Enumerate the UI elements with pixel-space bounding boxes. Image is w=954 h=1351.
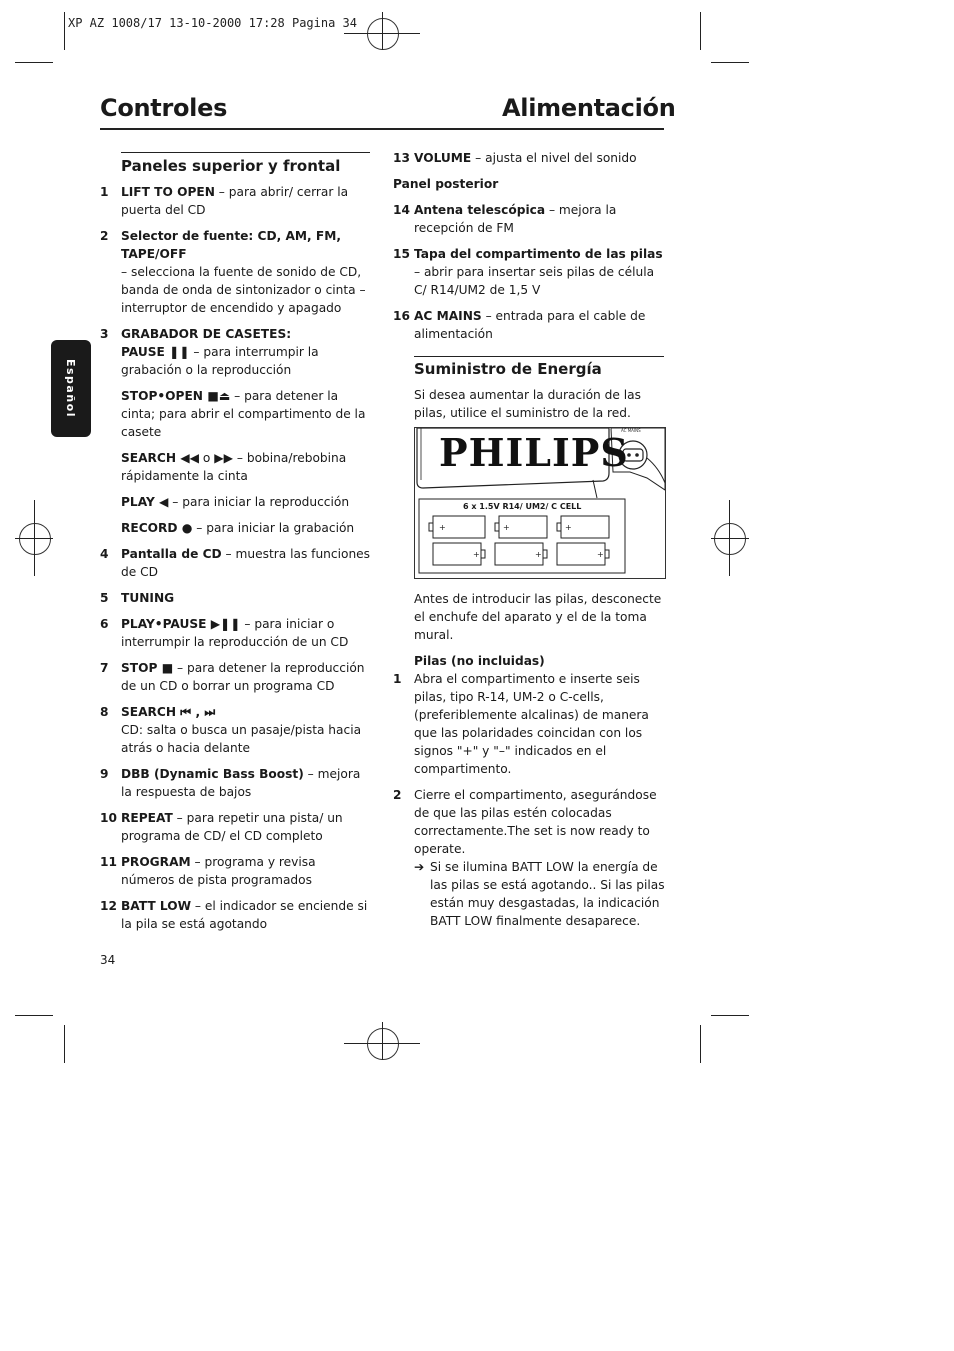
list-item: 14 Antena telescópica – mejora la recepción de FM <box>393 203 617 235</box>
crop-mark <box>711 1015 749 1016</box>
list-item: 7 STOP ■ – para detener la reproducción de un CD o borrar un programa CD <box>100 661 365 693</box>
battery-compartment-illustration <box>414 427 666 579</box>
svg-text:+: + <box>503 523 510 532</box>
crop-mark <box>15 1015 53 1016</box>
crop-mark <box>64 12 65 50</box>
svg-text:+: + <box>597 550 604 559</box>
list-item: 1 Abra el compartimento e inserte seis pilas, tipo R-14, UM-2 o C-cells, (preferiblemente alcalinas) de manera que las polaridades coincidan con los signos "+" y "–" indicados en el compartimento. <box>393 672 649 776</box>
list-item: 8 SEARCH ⏮ , ⏭ CD: salta o busca un pasaje/pista hacia atrás o hacia delante <box>100 705 362 755</box>
section-heading: Paneles superior y frontal <box>121 157 341 175</box>
section-rule <box>414 356 664 357</box>
list-item: SEARCH ◀◀ o ▶▶ – bobina/rebobina rápidamente la cinta <box>121 451 347 483</box>
page-number: 34 <box>100 953 116 967</box>
list-item: STOP•OPEN ■⏏ – para detener la cinta; para abrir el compartimento de la casete <box>121 389 366 439</box>
note: ➔ Si se ilumina BATT LOW la energía de las pilas se está agotando.. Si las pilas están muy desgastadas, la indicación BATT LOW finalmente desaparece. <box>414 860 665 928</box>
svg-text:+: + <box>473 550 480 559</box>
title-rule <box>100 128 664 130</box>
list-item: PLAY ◀ – para iniciar la reproducción <box>121 495 350 509</box>
list-item: 1 LIFT TO OPEN – para abrir/ cerrar la puerta del CD <box>100 185 349 217</box>
section-heading: Suministro de Energía <box>414 360 602 378</box>
right-column-top <box>393 149 665 351</box>
crop-mark <box>700 12 701 50</box>
list-item: 16 AC MAINS – entrada para el cable de alimentación <box>393 309 646 341</box>
svg-text:+: + <box>535 550 542 559</box>
list-item: 13 VOLUME – ajusta el nivel del sonido <box>393 151 637 165</box>
list-item: 3 GRABADOR DE CASETES: PAUSE ❚❚ – para interrumpir la grabación o la reproducción <box>100 327 319 377</box>
battery-label: 6 x 1.5V R14/ UM2/ C CELL <box>463 502 582 511</box>
page-title-right: Alimentación <box>502 94 676 122</box>
socket-label: AC MAINS <box>621 428 641 433</box>
crop-mark <box>711 62 749 63</box>
list-item: 2 Cierre el compartimento, asegurándose de que las pilas estén colocadas correctamente.The set is now ready to operate. <box>393 788 657 856</box>
list-item: 15 Tapa del compartimento de las pilas – abrir para insertar seis pilas de célula C/ R14/UM2 de 1,5 V <box>393 247 663 297</box>
list-item: 6 PLAY•PAUSE ▶❚❚ – para iniciar o interrumpir la reproducción de un CD <box>100 617 349 649</box>
list-item: RECORD ● – para iniciar la grabación <box>121 521 355 535</box>
crop-mark <box>64 1025 65 1063</box>
svg-text:+: + <box>439 523 446 532</box>
list-item: 5 TUNING <box>100 591 175 605</box>
arrow-right-icon: ➔ <box>414 860 425 874</box>
power-instructions: Antes de introducir las pilas, desconecte el enchufe del aparato y el de la toma mural. Pilas (no incluidas) 1 Abra el compartimento e inserte seis pilas, tipo R-14, UM-2 o C-cells, (preferiblemente alcalinas) de manera que las polaridades coincidan con los signos "+" y "–" indicados en el compartimento. 2 Cierre el compartimento, asegurándose de que las pilas estén colocadas correctamente.The set is now ready to operate. ➔ Si se ilumina BATT LOW la energía de las pilas se está agotando.. Si las pilas están muy desgastadas, la indicación BATT LOW finalmente desaparece. <box>393 592 665 928</box>
list-item: 10 REPEAT – para repetir una pista/ un programa de CD/ el CD completo <box>100 811 343 843</box>
crop-mark <box>700 1025 701 1063</box>
section-rule <box>121 152 370 153</box>
list-item: 11 PROGRAM – programa y revisa números de pista programados <box>100 855 316 887</box>
brand-logo: PHILIPS <box>439 430 629 475</box>
list-item: 4 Pantalla de CD – muestra las funciones de CD <box>100 547 371 579</box>
crop-mark <box>15 62 53 63</box>
list-item: 2 Selector de fuente: CD, AM, FM, TAPE/OFF – selecciona la fuente de sonido de CD, banda de onda de sintonizador o cinta – interruptor de encendido y apagado <box>100 229 366 315</box>
page-title-left: Controles <box>100 94 228 122</box>
left-column <box>100 157 372 941</box>
svg-text:+: + <box>565 523 572 532</box>
power-intro: Suministro de Energía Si desea aumentar la duración de las pilas, utilice el suministro de la red. <box>414 360 664 422</box>
language-tab: Español <box>51 340 91 437</box>
print-slug: XP AZ 1008/17 13-10-2000 17:28 Pagina 34 <box>68 16 357 30</box>
subheading: Panel posterior <box>393 177 499 191</box>
list-item: 9 DBB (Dynamic Bass Boost) – mejora la respuesta de bajos <box>100 767 361 799</box>
list-item: 12 BATT LOW – el indicador se enciende si la pila se está agotando <box>100 899 368 931</box>
